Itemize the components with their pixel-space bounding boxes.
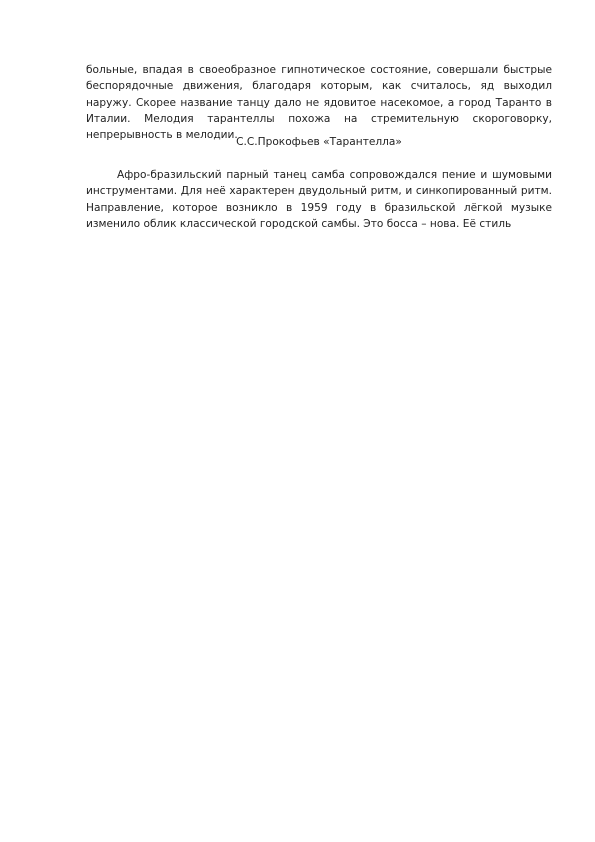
paragraph-samba: Афро-бразильский парный танец самба сопровождался пение и шумовыми инструментами. Для неё характерен двудольный ритм, и синкопированный ритм. Направление, которое возникло в 1959 году в бразильской лёгкой музыке изменило облик классической городской самбы. Это босса – нова. Её стиль: [86, 169, 552, 230]
paragraph-tarantella-continuation: больные, впадая в своеобразное гипнотическое состояние, совершали быстрые беспорядочные движения, благодаря которым, как считалось, яд выходил наружу. Скорее название танцу дало не ядовитое насекомое, а город Таранто в Италии. Мелодия тарантеллы похожа на стремительную скороговорку, непрерывность в мелодии.: [86, 64, 552, 142]
music-example-caption: С.С.Прокофьев «Тарантелла»: [236, 136, 402, 148]
